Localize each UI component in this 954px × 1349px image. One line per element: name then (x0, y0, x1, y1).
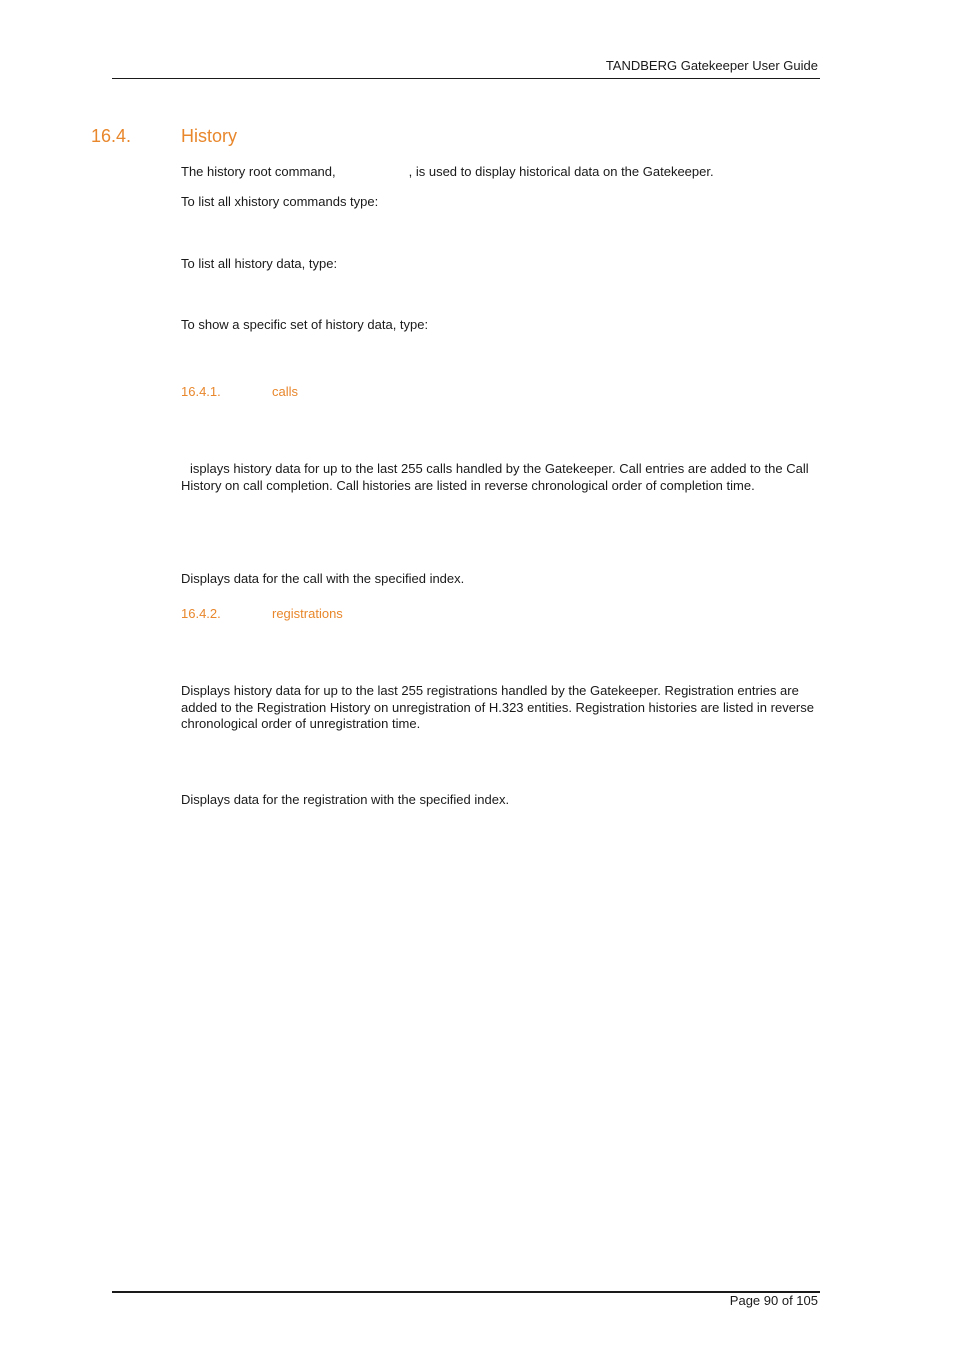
calls-index-description: Displays data for the call with the specified index. (181, 571, 465, 586)
intro-text-after: , is used to display historical data on the Gatekeeper. (408, 164, 714, 179)
intro-paragraph (181, 164, 821, 181)
show-specific-paragraph: To show a specific set of history data, type: (181, 317, 429, 332)
subsection-calls-title: calls (272, 384, 299, 399)
subsection-registrations-number: 16.4.2. (181, 606, 221, 621)
subsection-calls-number: 16.4.1. (181, 384, 221, 399)
subsection-registrations-title: registrations (272, 606, 343, 621)
footer-rule (112, 1291, 820, 1293)
calls-description: isplays history data for up to the last 255 calls handled by the Gatekeeper. Call entries are added to the Call History on call completion. Call histories are listed in reverse chronological order of completion time. (181, 461, 809, 493)
running-header: TANDBERG Gatekeeper User Guide (605, 58, 818, 73)
registrations-description: Displays history data for up to the last 255 registrations handled by the Gatekeeper. Registration entries are added to the Registration History on unregistration of H.323 entities. Registration histories are listed in reverse chronological order of unregistration time. (181, 683, 814, 731)
list-data-paragraph: To list all history data, type: (181, 256, 338, 271)
registrations-index-description: Displays data for the registration with the specified index. (181, 792, 510, 807)
header-rule (112, 78, 820, 79)
section-number: 16.4. (91, 126, 132, 146)
intro-text-before: The history root command, (181, 164, 336, 179)
section-title: History (181, 126, 238, 146)
page-number: Page 90 of 105 (729, 1293, 818, 1308)
list-commands-paragraph: To list all xhistory commands type: (181, 194, 379, 209)
